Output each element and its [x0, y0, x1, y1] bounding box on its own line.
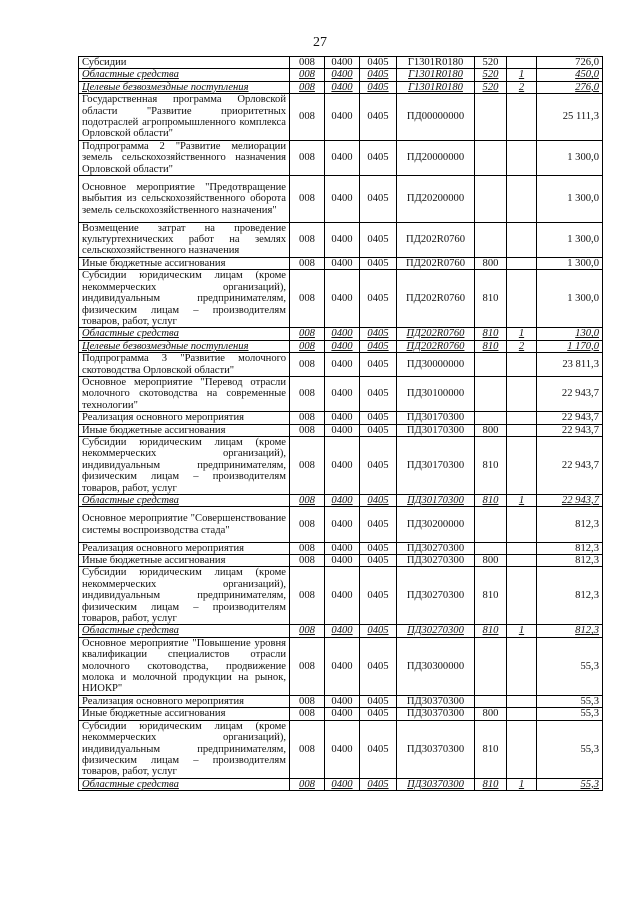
- cell-expense-type: [475, 637, 507, 695]
- cell-subsection-code: 0405: [360, 436, 397, 494]
- cell-target-article: ПД30270300: [397, 567, 475, 625]
- cell-amount: 812,3: [537, 542, 603, 554]
- cell-admin-code: 008: [290, 542, 325, 554]
- table-row: [79, 778, 603, 790]
- cell-admin-code: 008: [290, 778, 325, 790]
- table-row: [79, 695, 603, 707]
- cell-admin-code: 008: [290, 436, 325, 494]
- cell-admin-code: 008: [290, 720, 325, 778]
- cell-amount: 1 300,0: [537, 140, 603, 175]
- cell-name: Основное мероприятие "Перевод отрасли молочного скотоводства на современные технологии": [79, 376, 290, 411]
- cell-expense-type: 810: [475, 567, 507, 625]
- cell-source-code: 1: [507, 495, 537, 507]
- cell-section-code: 0400: [325, 257, 360, 269]
- cell-subsection-code: 0405: [360, 176, 397, 223]
- cell-admin-code: 008: [290, 507, 325, 542]
- cell-target-article: ПД30100000: [397, 376, 475, 411]
- cell-name: Субсидии юридическим лицам (кроме некоммерческих организаций), индивидуальным предпринимателям, физическим лицам – производителям товаров, работ, услуг: [79, 567, 290, 625]
- cell-section-code: 0400: [325, 625, 360, 637]
- cell-admin-code: 008: [290, 57, 325, 69]
- cell-subsection-code: 0405: [360, 81, 397, 93]
- cell-amount: 450,0: [537, 69, 603, 81]
- cell-name: Иные бюджетные ассигнования: [79, 257, 290, 269]
- page-number: 27: [313, 35, 327, 50]
- cell-subsection-code: 0405: [360, 625, 397, 637]
- cell-target-article: ПД202R0760: [397, 222, 475, 257]
- cell-target-article: ПД00000000: [397, 94, 475, 141]
- cell-target-article: ПД30170300: [397, 495, 475, 507]
- cell-subsection-code: 0405: [360, 328, 397, 340]
- cell-source-code: [507, 412, 537, 424]
- cell-admin-code: 008: [290, 424, 325, 436]
- cell-admin-code: 008: [290, 376, 325, 411]
- cell-section-code: 0400: [325, 140, 360, 175]
- cell-source-code: [507, 555, 537, 567]
- cell-name: Областные средства: [79, 778, 290, 790]
- cell-subsection-code: 0405: [360, 270, 397, 328]
- cell-subsection-code: 0405: [360, 567, 397, 625]
- cell-source-code: [507, 222, 537, 257]
- cell-admin-code: 008: [290, 257, 325, 269]
- cell-target-article: ПД30300000: [397, 637, 475, 695]
- table-row: [79, 495, 603, 507]
- cell-source-code: 1: [507, 625, 537, 637]
- table-row: [79, 637, 603, 695]
- cell-subsection-code: 0405: [360, 257, 397, 269]
- cell-expense-type: 810: [475, 625, 507, 637]
- cell-subsection-code: 0405: [360, 695, 397, 707]
- cell-name: Подпрограмма 2 "Развитие мелиорации земель сельскохозяйственного назначения Орловской области": [79, 140, 290, 175]
- cell-subsection-code: 0405: [360, 353, 397, 377]
- cell-expense-type: 800: [475, 257, 507, 269]
- table-row: [79, 176, 603, 223]
- table-row: [79, 542, 603, 554]
- cell-name: Областные средства: [79, 625, 290, 637]
- cell-target-article: ПД30170300: [397, 412, 475, 424]
- cell-amount: 25 111,3: [537, 94, 603, 141]
- cell-target-article: ПД202R0760: [397, 328, 475, 340]
- cell-target-article: Г1301R0180: [397, 69, 475, 81]
- table-row: [79, 353, 603, 377]
- table-row: [79, 708, 603, 720]
- cell-target-article: ПД30170300: [397, 424, 475, 436]
- cell-name: Возмещение затрат на проведение культуртехнических работ на землях сельскохозяйственного назначения: [79, 222, 290, 257]
- cell-target-article: ПД202R0760: [397, 340, 475, 352]
- cell-admin-code: 008: [290, 708, 325, 720]
- cell-name: Основное мероприятие "Повышение уровня квалификации специалистов отрасли молочного скотоводства, продвижение молока и молочной продукции на рынок, НИОКР": [79, 637, 290, 695]
- table-row: [79, 340, 603, 352]
- cell-section-code: 0400: [325, 495, 360, 507]
- cell-admin-code: 008: [290, 695, 325, 707]
- cell-section-code: 0400: [325, 637, 360, 695]
- cell-amount: 1 300,0: [537, 270, 603, 328]
- cell-expense-type: 810: [475, 328, 507, 340]
- cell-amount: 1 300,0: [537, 176, 603, 223]
- cell-source-code: [507, 695, 537, 707]
- cell-name: Субсидии юридическим лицам (кроме некоммерческих организаций), индивидуальным предпринимателям, физическим лицам – производителям товаров, работ, услуг: [79, 720, 290, 778]
- cell-source-code: 1: [507, 69, 537, 81]
- cell-amount: 812,3: [537, 507, 603, 542]
- cell-section-code: 0400: [325, 81, 360, 93]
- cell-admin-code: 008: [290, 495, 325, 507]
- cell-expense-type: [475, 353, 507, 377]
- cell-source-code: [507, 376, 537, 411]
- cell-subsection-code: 0405: [360, 340, 397, 352]
- cell-amount: 22 943,7: [537, 495, 603, 507]
- cell-expense-type: [475, 507, 507, 542]
- cell-target-article: ПД30170300: [397, 436, 475, 494]
- cell-name: Государственная программа Орловской области "Развитие приоритетных подотраслей агропромышленного комплекса Орловской области": [79, 94, 290, 141]
- cell-name: Субсидии: [79, 57, 290, 69]
- table-row: [79, 376, 603, 411]
- cell-name: Областные средства: [79, 495, 290, 507]
- cell-subsection-code: 0405: [360, 412, 397, 424]
- cell-expense-type: 520: [475, 69, 507, 81]
- cell-expense-type: [475, 412, 507, 424]
- cell-expense-type: [475, 376, 507, 411]
- cell-target-article: ПД20000000: [397, 140, 475, 175]
- table-row: [79, 140, 603, 175]
- cell-expense-type: [475, 140, 507, 175]
- cell-expense-type: 810: [475, 436, 507, 494]
- cell-amount: 22 943,7: [537, 424, 603, 436]
- cell-subsection-code: 0405: [360, 57, 397, 69]
- table-row: [79, 507, 603, 542]
- cell-source-code: [507, 94, 537, 141]
- cell-name: Целевые безвозмездные поступления: [79, 340, 290, 352]
- cell-subsection-code: 0405: [360, 222, 397, 257]
- cell-source-code: 2: [507, 81, 537, 93]
- cell-amount: 130,0: [537, 328, 603, 340]
- cell-subsection-code: 0405: [360, 94, 397, 141]
- cell-expense-type: 800: [475, 708, 507, 720]
- cell-admin-code: 008: [290, 222, 325, 257]
- cell-amount: 55,3: [537, 695, 603, 707]
- cell-expense-type: 810: [475, 270, 507, 328]
- cell-section-code: 0400: [325, 424, 360, 436]
- table-row: [79, 720, 603, 778]
- cell-expense-type: 520: [475, 57, 507, 69]
- cell-source-code: [507, 257, 537, 269]
- cell-source-code: [507, 720, 537, 778]
- cell-expense-type: 810: [475, 495, 507, 507]
- cell-source-code: [507, 57, 537, 69]
- table-row: [79, 625, 603, 637]
- cell-subsection-code: 0405: [360, 555, 397, 567]
- cell-source-code: [507, 270, 537, 328]
- cell-amount: 1 300,0: [537, 222, 603, 257]
- cell-admin-code: 008: [290, 567, 325, 625]
- cell-subsection-code: 0405: [360, 708, 397, 720]
- cell-amount: 23 811,3: [537, 353, 603, 377]
- cell-expense-type: [475, 176, 507, 223]
- cell-amount: 726,0: [537, 57, 603, 69]
- table-row: [79, 270, 603, 328]
- cell-section-code: 0400: [325, 376, 360, 411]
- cell-amount: 812,3: [537, 555, 603, 567]
- cell-source-code: [507, 507, 537, 542]
- table-row: [79, 424, 603, 436]
- cell-amount: 812,3: [537, 625, 603, 637]
- cell-section-code: 0400: [325, 94, 360, 141]
- cell-subsection-code: 0405: [360, 424, 397, 436]
- cell-name: Реализация основного мероприятия: [79, 542, 290, 554]
- cell-name: Реализация основного мероприятия: [79, 412, 290, 424]
- cell-subsection-code: 0405: [360, 495, 397, 507]
- cell-expense-type: 810: [475, 720, 507, 778]
- cell-name: Основное мероприятие "Совершенствование системы воспроизводства стада": [79, 507, 290, 542]
- table-row: [79, 436, 603, 494]
- cell-subsection-code: 0405: [360, 376, 397, 411]
- cell-target-article: ПД202R0760: [397, 257, 475, 269]
- cell-admin-code: 008: [290, 140, 325, 175]
- cell-source-code: [507, 140, 537, 175]
- cell-admin-code: 008: [290, 412, 325, 424]
- cell-name: Областные средства: [79, 328, 290, 340]
- cell-amount: 276,0: [537, 81, 603, 93]
- cell-name: Подпрограмма 3 "Развитие молочного скотоводства Орловской области": [79, 353, 290, 377]
- cell-section-code: 0400: [325, 720, 360, 778]
- cell-section-code: 0400: [325, 542, 360, 554]
- cell-expense-type: 810: [475, 340, 507, 352]
- cell-admin-code: 008: [290, 81, 325, 93]
- cell-name: Областные средства: [79, 69, 290, 81]
- cell-admin-code: 008: [290, 270, 325, 328]
- cell-amount: 22 943,7: [537, 412, 603, 424]
- cell-section-code: 0400: [325, 507, 360, 542]
- cell-source-code: [507, 353, 537, 377]
- cell-expense-type: [475, 94, 507, 141]
- cell-admin-code: 008: [290, 625, 325, 637]
- table-row: [79, 257, 603, 269]
- cell-section-code: 0400: [325, 353, 360, 377]
- cell-admin-code: 008: [290, 637, 325, 695]
- cell-subsection-code: 0405: [360, 140, 397, 175]
- cell-target-article: ПД30270300: [397, 555, 475, 567]
- cell-target-article: ПД30270300: [397, 542, 475, 554]
- cell-amount: 22 943,7: [537, 436, 603, 494]
- cell-name: Основное мероприятие "Предотвращение выбытия из сельскохозяйственного оборота земель сельскохозяйственного назначения": [79, 176, 290, 223]
- cell-amount: 1 170,0: [537, 340, 603, 352]
- cell-admin-code: 008: [290, 94, 325, 141]
- cell-amount: 812,3: [537, 567, 603, 625]
- table-row: [79, 412, 603, 424]
- cell-admin-code: 008: [290, 340, 325, 352]
- cell-target-article: ПД30270300: [397, 625, 475, 637]
- table-row: [79, 57, 603, 69]
- cell-name: Реализация основного мероприятия: [79, 695, 290, 707]
- table-row: [79, 69, 603, 81]
- cell-section-code: 0400: [325, 222, 360, 257]
- cell-target-article: Г1301R0180: [397, 81, 475, 93]
- cell-expense-type: [475, 542, 507, 554]
- cell-name: Иные бюджетные ассигнования: [79, 424, 290, 436]
- cell-section-code: 0400: [325, 57, 360, 69]
- table-row: [79, 328, 603, 340]
- cell-source-code: [507, 708, 537, 720]
- cell-expense-type: [475, 222, 507, 257]
- table-row: [79, 81, 603, 93]
- table-row: [79, 555, 603, 567]
- cell-target-article: ПД30000000: [397, 353, 475, 377]
- cell-target-article: ПД202R0760: [397, 270, 475, 328]
- cell-section-code: 0400: [325, 778, 360, 790]
- cell-section-code: 0400: [325, 69, 360, 81]
- cell-subsection-code: 0405: [360, 542, 397, 554]
- cell-subsection-code: 0405: [360, 637, 397, 695]
- cell-source-code: [507, 176, 537, 223]
- table-row: [79, 567, 603, 625]
- cell-amount: 55,3: [537, 637, 603, 695]
- cell-section-code: 0400: [325, 567, 360, 625]
- cell-expense-type: 520: [475, 81, 507, 93]
- cell-name: Субсидии юридическим лицам (кроме некоммерческих организаций), индивидуальным предпринимателям, физическим лицам – производителям товаров, работ, услуг: [79, 436, 290, 494]
- cell-source-code: 1: [507, 328, 537, 340]
- cell-expense-type: 800: [475, 555, 507, 567]
- cell-admin-code: 008: [290, 353, 325, 377]
- cell-name: Иные бюджетные ассигнования: [79, 555, 290, 567]
- cell-amount: 22 943,7: [537, 376, 603, 411]
- cell-admin-code: 008: [290, 555, 325, 567]
- cell-amount: 55,3: [537, 778, 603, 790]
- cell-source-code: [507, 637, 537, 695]
- cell-target-article: ПД30370300: [397, 708, 475, 720]
- cell-name: Субсидии юридическим лицам (кроме некоммерческих организаций), индивидуальным предпринимателям, физическим лицам – производителям товаров, работ, услуг: [79, 270, 290, 328]
- cell-source-code: 2: [507, 340, 537, 352]
- cell-expense-type: [475, 695, 507, 707]
- budget-table: [78, 56, 603, 791]
- cell-target-article: ПД30370300: [397, 778, 475, 790]
- cell-section-code: 0400: [325, 270, 360, 328]
- cell-target-article: Г1301R0180: [397, 57, 475, 69]
- cell-expense-type: 810: [475, 778, 507, 790]
- cell-admin-code: 008: [290, 328, 325, 340]
- cell-source-code: [507, 424, 537, 436]
- cell-section-code: 0400: [325, 555, 360, 567]
- cell-amount: 55,3: [537, 708, 603, 720]
- cell-admin-code: 008: [290, 176, 325, 223]
- cell-target-article: ПД20200000: [397, 176, 475, 223]
- cell-amount: 1 300,0: [537, 257, 603, 269]
- cell-subsection-code: 0405: [360, 507, 397, 542]
- cell-target-article: ПД30370300: [397, 695, 475, 707]
- cell-section-code: 0400: [325, 708, 360, 720]
- cell-section-code: 0400: [325, 328, 360, 340]
- cell-source-code: [507, 567, 537, 625]
- cell-expense-type: 800: [475, 424, 507, 436]
- cell-section-code: 0400: [325, 412, 360, 424]
- table-row: [79, 94, 603, 141]
- cell-subsection-code: 0405: [360, 778, 397, 790]
- cell-section-code: 0400: [325, 340, 360, 352]
- cell-admin-code: 008: [290, 69, 325, 81]
- cell-subsection-code: 0405: [360, 69, 397, 81]
- cell-source-code: 1: [507, 778, 537, 790]
- cell-target-article: ПД30370300: [397, 720, 475, 778]
- cell-source-code: [507, 436, 537, 494]
- cell-name: Иные бюджетные ассигнования: [79, 708, 290, 720]
- cell-amount: 55,3: [537, 720, 603, 778]
- cell-source-code: [507, 542, 537, 554]
- cell-subsection-code: 0405: [360, 720, 397, 778]
- cell-name: Целевые безвозмездные поступления: [79, 81, 290, 93]
- cell-target-article: ПД30200000: [397, 507, 475, 542]
- table-row: [79, 222, 603, 257]
- cell-section-code: 0400: [325, 436, 360, 494]
- cell-section-code: 0400: [325, 176, 360, 223]
- cell-section-code: 0400: [325, 695, 360, 707]
